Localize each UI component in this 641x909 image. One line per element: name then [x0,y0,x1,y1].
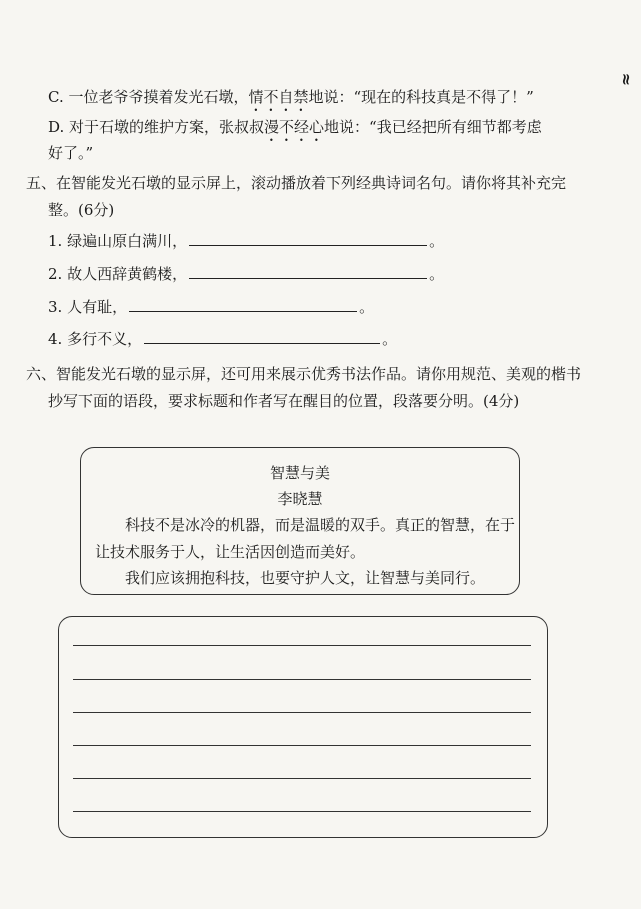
margin-mark: ≈ [616,72,636,87]
option-d [48,116,542,145]
q5-item-4-end: 。 [382,330,398,348]
passage-author: 李晓慧 [277,490,323,508]
option-d-dotted-phrase: 漫不经心 [264,118,325,136]
q5-item-3-blank[interactable] [129,297,357,312]
q5-item-3-end: 。 [359,298,375,316]
writing-line[interactable] [73,712,531,713]
q5-item-2-text: 2. 故人西辞黄鹤楼， [48,265,188,283]
option-c-pre: C. 一位老爷爷摸着发光石墩， [48,88,249,106]
q5-item-2-end: 。 [429,265,445,283]
q5-title-line2: 整。(6分) [48,201,115,219]
writing-line[interactable] [73,679,531,680]
passage-title: 智慧与美 [269,464,330,482]
writing-box[interactable] [58,616,548,838]
q5-item-2-blank[interactable] [189,264,427,279]
q5-item-2 [48,263,444,284]
writing-line[interactable] [73,811,531,812]
option-d-continuation: 好了。” [48,144,94,162]
writing-line[interactable] [73,778,531,779]
writing-line[interactable] [73,645,531,646]
option-d-post: 地说：“我已经把所有细节都考虑 [324,118,542,136]
passage-p1-line1: 科技不是冰冷的机器，而是温暖的双手。真正的智慧，在于 [125,516,516,534]
q5-item-4-blank[interactable] [144,329,380,344]
q5-item-3-text: 3. 人有耻， [48,298,128,316]
q5-item-1-text: 1. 绿遍山原白满川， [48,232,188,250]
option-c-dotted-phrase: 情不自禁 [248,88,309,106]
passage-p1-line2: 让技术服务于人，让生活因创造而美好。 [95,543,366,561]
q5-item-1 [48,230,444,251]
q5-item-1-blank[interactable] [189,231,427,246]
q6-title-line1: 六、智能发光石墩的显示屏，还可用来展示优秀书法作品。请你用规范、美观的楷书 [26,365,582,383]
passage-p2: 我们应该拥抱科技，也要守护人文，让智慧与美同行。 [125,569,486,587]
option-c [48,86,534,115]
option-d-pre: D. 对于石墩的维护方案，张叔叔 [48,118,265,136]
q5-title-line1: 五、在智能发光石墩的显示屏上，滚动播放着下列经典诗词名句。请你将其补充完 [26,174,567,192]
q5-item-1-end: 。 [429,232,445,250]
q5-item-4 [48,328,397,349]
q5-item-3 [48,296,374,317]
writing-line[interactable] [73,745,531,746]
passage-box [80,447,520,595]
q5-item-4-text: 4. 多行不义， [48,330,143,348]
q6-title-line2: 抄写下面的语段，要求标题和作者写在醒目的位置，段落要分明。(4分) [48,392,520,410]
option-c-post: 地说：“现在的科技真是不得了！” [308,88,534,106]
